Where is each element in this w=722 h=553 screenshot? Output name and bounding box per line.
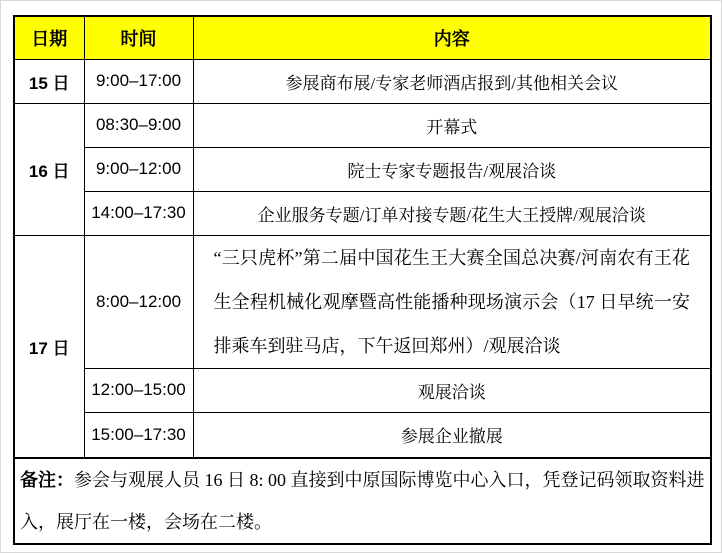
table-header-row [14, 16, 711, 59]
table-row-day17-1 [14, 235, 711, 368]
note-label: 备注： [20, 470, 74, 490]
content-cell: 参展企业撤展 [193, 412, 711, 458]
time-cell: 9:00–17:00 [84, 59, 193, 103]
date-cell-15: 15 日 [14, 59, 84, 103]
table-row-day17-2 [14, 368, 711, 412]
table-row-day16-2 [14, 147, 711, 191]
note-cell [14, 458, 711, 544]
content-cell: 企业服务专题/订单对接专题/花生大王授牌/观展洽谈 [193, 191, 711, 235]
time-cell: 8:00–12:00 [84, 235, 193, 368]
date-cell-16: 16 日 [14, 103, 84, 235]
header-cell-date: 日期 [14, 16, 84, 59]
content-cell: 开幕式 [193, 103, 711, 147]
content-cell: 参展商布展/专家老师酒店报到/其他相关会议 [193, 59, 711, 103]
table-row-day17-3 [14, 412, 711, 458]
content-cell: 院士专家专题报告/观展洽谈 [193, 147, 711, 191]
table-row-day15 [14, 59, 711, 103]
time-cell: 12:00–15:00 [84, 368, 193, 412]
header-cell-time: 时间 [84, 16, 193, 59]
time-cell: 08:30–9:00 [84, 103, 193, 147]
table-row-day16-3 [14, 191, 711, 235]
time-cell: 14:00–17:30 [84, 191, 193, 235]
date-cell-17: 17 日 [14, 235, 84, 458]
header-cell-content: 内容 [193, 16, 711, 59]
note-text: 参会与观展人员 16 日 8: 00 直接到中原国际博览中心入口，凭登记码领取资料进入，展厅在一楼，会场在二楼。 [20, 470, 705, 532]
table-note-row [14, 458, 711, 544]
table-row-day16-1 [14, 103, 711, 147]
time-cell: 9:00–12:00 [84, 147, 193, 191]
time-cell: 15:00–17:30 [84, 412, 193, 458]
content-cell-big: “三只虎杯”第二届中国花生王大赛全国总决赛/河南农有王花生全程机械化观摩暨高性能播种现场演示会（17 日早统一安排乘车到驻马店，下午返回郑州）/观展洽谈 [193, 235, 711, 368]
schedule-table [13, 15, 712, 545]
content-cell: 观展洽谈 [193, 368, 711, 412]
